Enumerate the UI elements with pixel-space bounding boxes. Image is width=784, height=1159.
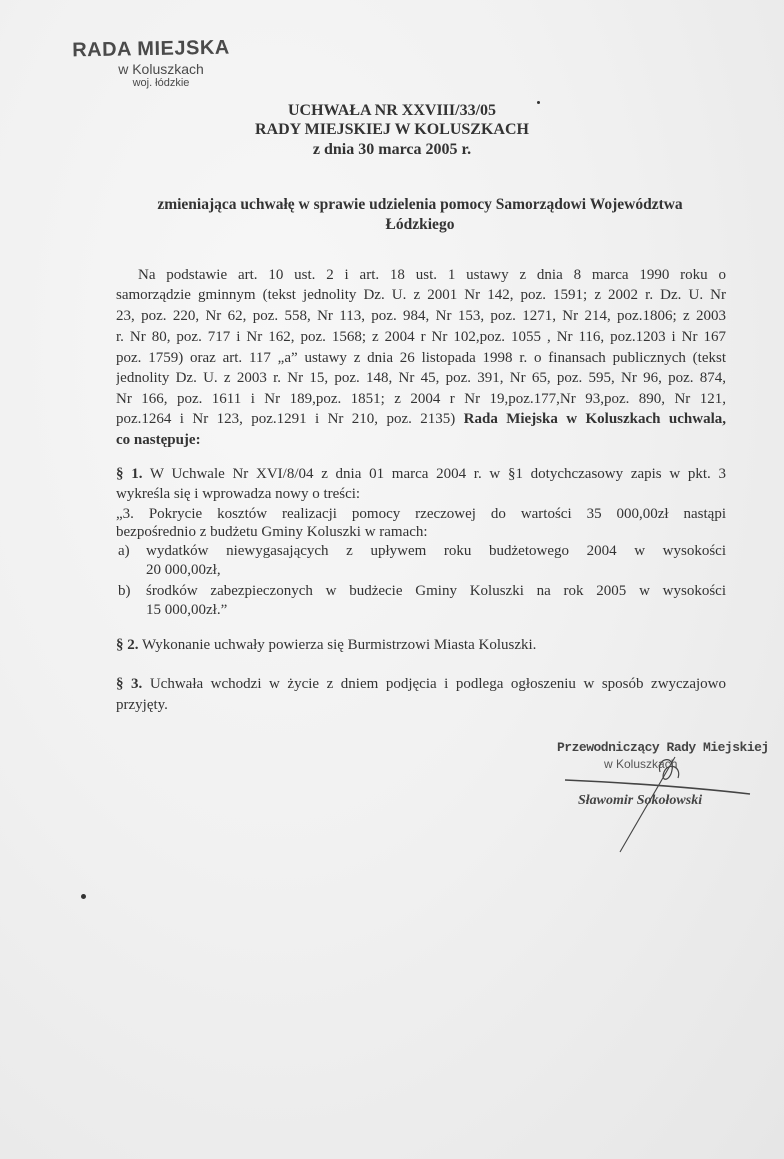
section-1-label: § 1. — [116, 466, 143, 482]
item-b-line-1: środków zabezpieczonych w budżecie Gminy Koluszki na rok 2005 w wysokości — [146, 583, 726, 599]
item-a-marker: a) — [118, 543, 130, 559]
stamp-line-1: RADA MIEJSKA — [72, 36, 230, 62]
item-a-line-2: 20 000,00zł, — [146, 562, 221, 578]
preamble-line-8 — [116, 411, 726, 429]
section-1-line-1 — [116, 466, 726, 484]
resolution-number: UCHWAŁA NR XXVIII/33/05 — [287, 102, 497, 119]
item-b-line-2: 15 000,00zł.” — [146, 602, 228, 618]
section-2-label: § 2. — [116, 637, 139, 653]
enactment-clause: Rada Miejska w Koluszkach uchwala, — [463, 411, 726, 427]
preamble-line: 23, poz. 220, Nr 62, poz. 558, Nr 113, poz. 984, Nr 153, poz. 1271, Nr 214, poz.1806; z 2003 — [116, 308, 726, 324]
subject-line-2: Łódzkiego — [385, 216, 455, 233]
section-1-line-4: bezpośrednio z budżetu Gminy Koluszki w ramach: — [116, 524, 428, 540]
scan-speck — [537, 101, 540, 104]
section-1-line-2: wykreśla się i wprowadza nowy o treści: — [116, 486, 361, 502]
preamble-line: r. Nr 80, poz. 717 i Nr 162, poz. 1568; z 2004 r Nr 102,poz. 1055 , Nr 116, poz.1203 i Nr 167 — [116, 329, 726, 345]
preamble-text: poz.1264 i Nr 123, poz.1291 i Nr 210, poz. 2135) — [116, 411, 464, 427]
preamble-line: samorządzie gminnym (tekst jednolity Dz. U. z 2001 Nr 142, poz. 1591; z 2002 r. Dz. U. Nr — [116, 287, 726, 303]
preamble-line: Na podstawie art. 10 ust. 2 i art. 18 ust. 1 ustawy z dnia 8 marca 1990 roku o — [138, 267, 726, 283]
item-a-line-1: wydatków niewygasających z upływem roku budżetowego 2004 w wysokości — [146, 543, 726, 559]
subject-line-1: zmieniająca uchwałę w sprawie udzielenia pomocy Samorządowi Województwa — [157, 196, 683, 213]
section-3-label: § 3. — [116, 676, 143, 692]
signature-city: w Koluszkach — [604, 757, 678, 771]
section-1-line-3: „3. Pokrycie kosztów realizacji pomocy rzeczowej do wartości 35 000,00zł nastąpi — [116, 506, 726, 522]
scan-speck — [81, 894, 86, 899]
preamble-line: jednolity Dz. U. z 2003 r. Nr 15, poz. 148, Nr 45, poz. 391, Nr 65, poz. 595, Nr 96, poz. 874, — [116, 370, 726, 386]
section-2 — [116, 637, 726, 654]
preamble-line: Nr 166, poz. 1611 i Nr 189,poz. 1851; z 2004 r Nr 19,poz.177,Nr 93,poz. 890, Nr 121, — [116, 391, 726, 407]
council-stamp — [56, 38, 246, 89]
section-3-line-1 — [116, 676, 726, 694]
section-3-line-2: przyjęty. — [116, 697, 168, 713]
section-3-text: Uchwała wchodzi w życie z dniem podjęcia i podlega ogłoszeniu w sposób zwyczajowo — [142, 676, 726, 692]
stamp-line-2: w Koluszkach — [118, 61, 204, 77]
section-2-text: Wykonanie uchwały powierza się Burmistrzowi Miasta Koluszki. — [138, 637, 537, 653]
item-b-marker: b) — [118, 583, 131, 599]
council-name: RADY MIEJSKIEJ W KOLUSZKACH — [255, 121, 529, 138]
signature-name: Sławomir Sokołowski — [578, 793, 703, 808]
handwritten-signature — [560, 752, 760, 862]
preamble-line: poz. 1759) oraz art. 117 „a” ustawy z dnia 26 listopada 1998 r. o finansach publicznych (tekst — [116, 350, 726, 366]
resolution-date: z dnia 30 marca 2005 r. — [312, 141, 472, 158]
stamp-line-3: woj. łódzkie — [132, 77, 190, 89]
section-1-text: W Uchwale Nr XVI/8/04 z dnia 01 marca 2004 r. w §1 dotychczasowy zapis w pkt. 3 — [142, 466, 726, 482]
signature-title: Przewodniczący Rady Miejskiej — [557, 740, 769, 755]
enactment-clause-end: co następuje: — [116, 432, 201, 448]
